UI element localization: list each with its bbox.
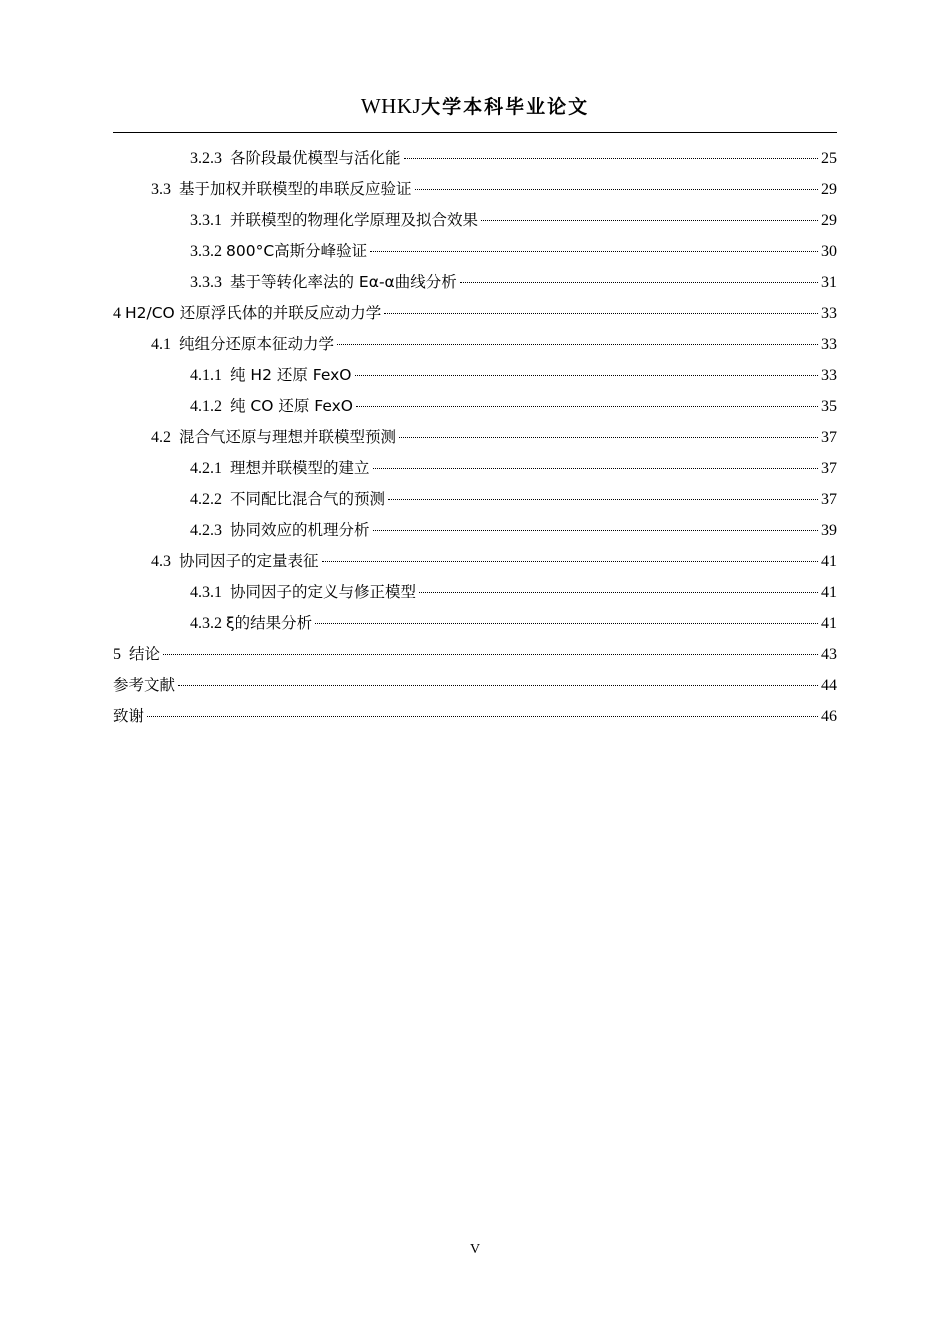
toc-entry-number: 4.2 [151, 429, 171, 446]
toc-dot-leader [373, 530, 818, 531]
toc-entry-title: H2/CO 还原浮氏体的并联反应动力学 [125, 304, 382, 322]
toc-entry[interactable] [113, 207, 837, 233]
toc-entry-number: 4.1 [151, 336, 171, 353]
toc-entry-title: 800°C高斯分峰验证 [226, 242, 368, 260]
toc-entry[interactable] [113, 548, 837, 574]
toc-entry-page: 43 [821, 646, 837, 663]
toc-entry-page: 29 [821, 181, 837, 198]
toc-entry[interactable] [113, 424, 837, 450]
toc-entry-title: 纯 H2 还原 FexO [230, 366, 352, 384]
toc-entry-title: 基于加权并联模型的串联反应验证 [179, 180, 412, 198]
toc-entry-number: 4.3 [151, 553, 171, 570]
toc-entry-page: 37 [821, 491, 837, 508]
header-institution-code: WHKJ [360, 94, 422, 118]
toc-entry-title: ξ的结果分析 [226, 614, 313, 632]
toc-entry-title: 基于等转化率法的 Eα-α曲线分析 [230, 273, 457, 291]
toc-dot-leader [178, 685, 818, 686]
toc-dot-leader [404, 158, 818, 159]
toc-entry[interactable] [113, 362, 837, 388]
page-number: V [469, 1242, 481, 1257]
toc-entry-title: 协同因子的定量表征 [179, 552, 319, 570]
toc-entry[interactable] [113, 517, 837, 543]
toc-entry-page: 44 [821, 677, 837, 694]
toc-dot-leader [337, 344, 818, 345]
toc-entry-page: 37 [821, 429, 837, 446]
toc-entry-number: 3.3.1 [190, 212, 222, 229]
toc-dot-leader [355, 375, 818, 376]
toc-dot-leader [356, 406, 818, 407]
toc-entry-number: 4.2.1 [190, 460, 222, 477]
toc-entry[interactable] [113, 269, 837, 295]
toc-dot-leader [419, 592, 818, 593]
toc-entry[interactable] [113, 455, 837, 481]
toc-dot-leader [415, 189, 818, 190]
toc-dot-leader [399, 437, 818, 438]
toc-entry-title: 各阶段最优模型与活化能 [230, 149, 401, 167]
toc-entry-title: 协同因子的定义与修正模型 [230, 583, 417, 601]
toc-entry-page: 25 [821, 150, 837, 167]
toc-entry-title: 参考文献 [113, 676, 176, 694]
toc-entry[interactable] [113, 393, 837, 419]
toc-entry-number: 3.2.3 [190, 150, 222, 167]
toc-entry[interactable] [113, 176, 837, 202]
toc-entry-page: 41 [821, 553, 837, 570]
toc-entry[interactable] [113, 486, 837, 512]
toc-entry-title: 纯 CO 还原 FexO [230, 397, 354, 415]
toc-entry-number: 3.3.3 [190, 274, 222, 291]
toc-entry-page: 30 [821, 243, 837, 260]
toc-dot-leader [322, 561, 818, 562]
toc-entry-title: 混合气还原与理想并联模型预测 [179, 428, 397, 446]
toc-entry[interactable] [113, 610, 837, 636]
toc-entry-number: 4.1.2 [190, 398, 222, 415]
page-header [113, 92, 837, 119]
toc-dot-leader [384, 313, 818, 314]
toc-dot-leader [481, 220, 818, 221]
toc-entry-page: 31 [821, 274, 837, 291]
toc-entry-number: 4.3.2 [190, 615, 222, 632]
toc-entry-page: 41 [821, 584, 837, 601]
toc-entry-page: 33 [821, 336, 837, 353]
toc-entry-number: 3.3.2 [190, 243, 222, 260]
toc-entry-page: 33 [821, 305, 837, 322]
toc-entry-page: 46 [821, 708, 837, 725]
toc-entry-number: 4.2.2 [190, 491, 222, 508]
toc-entry-number: 4.2.3 [190, 522, 222, 539]
header-divider [113, 132, 837, 133]
toc-entry-page: 29 [821, 212, 837, 229]
toc-entry[interactable] [113, 331, 837, 357]
toc-entry-title: 并联模型的物理化学原理及拟合效果 [230, 211, 479, 229]
toc-entry-number: 5 [113, 646, 121, 663]
toc-dot-leader [147, 716, 818, 717]
toc-entry-page: 33 [821, 367, 837, 384]
toc-entry[interactable] [113, 238, 837, 264]
toc-entry-title: 不同配比混合气的预测 [230, 490, 386, 508]
toc-dot-leader [388, 499, 818, 500]
toc-entry-number: 4.3.1 [190, 584, 222, 601]
toc-dot-leader [315, 623, 818, 624]
toc-dot-leader [370, 251, 818, 252]
toc-entry-title: 纯组分还原本征动力学 [179, 335, 335, 353]
toc-entry[interactable] [113, 145, 837, 171]
toc-entry[interactable] [113, 672, 837, 698]
toc-entry-title: 协同效应的机理分析 [230, 521, 370, 539]
toc-dot-leader [163, 654, 818, 655]
toc-dot-leader [460, 282, 818, 283]
toc-entry[interactable] [113, 703, 837, 729]
toc-entry-number: 4 [113, 305, 121, 322]
toc-entry-page: 35 [821, 398, 837, 415]
toc-entry-title: 理想并联模型的建立 [230, 459, 370, 477]
toc-entry-number: 3.3 [151, 181, 171, 198]
toc-entry-title: 结论 [129, 645, 161, 663]
toc-entry-number: 4.1.1 [190, 367, 222, 384]
toc-dot-leader [373, 468, 818, 469]
header-document-type: 大学本科毕业论文 [421, 96, 590, 118]
toc-entry[interactable] [113, 300, 837, 326]
toc-entry-page: 39 [821, 522, 837, 539]
toc-entry-page: 41 [821, 615, 837, 632]
toc-entry[interactable] [113, 641, 837, 667]
toc-entry-title: 致谢 [113, 707, 145, 725]
toc-entry[interactable] [113, 579, 837, 605]
toc-entry-page: 37 [821, 460, 837, 477]
